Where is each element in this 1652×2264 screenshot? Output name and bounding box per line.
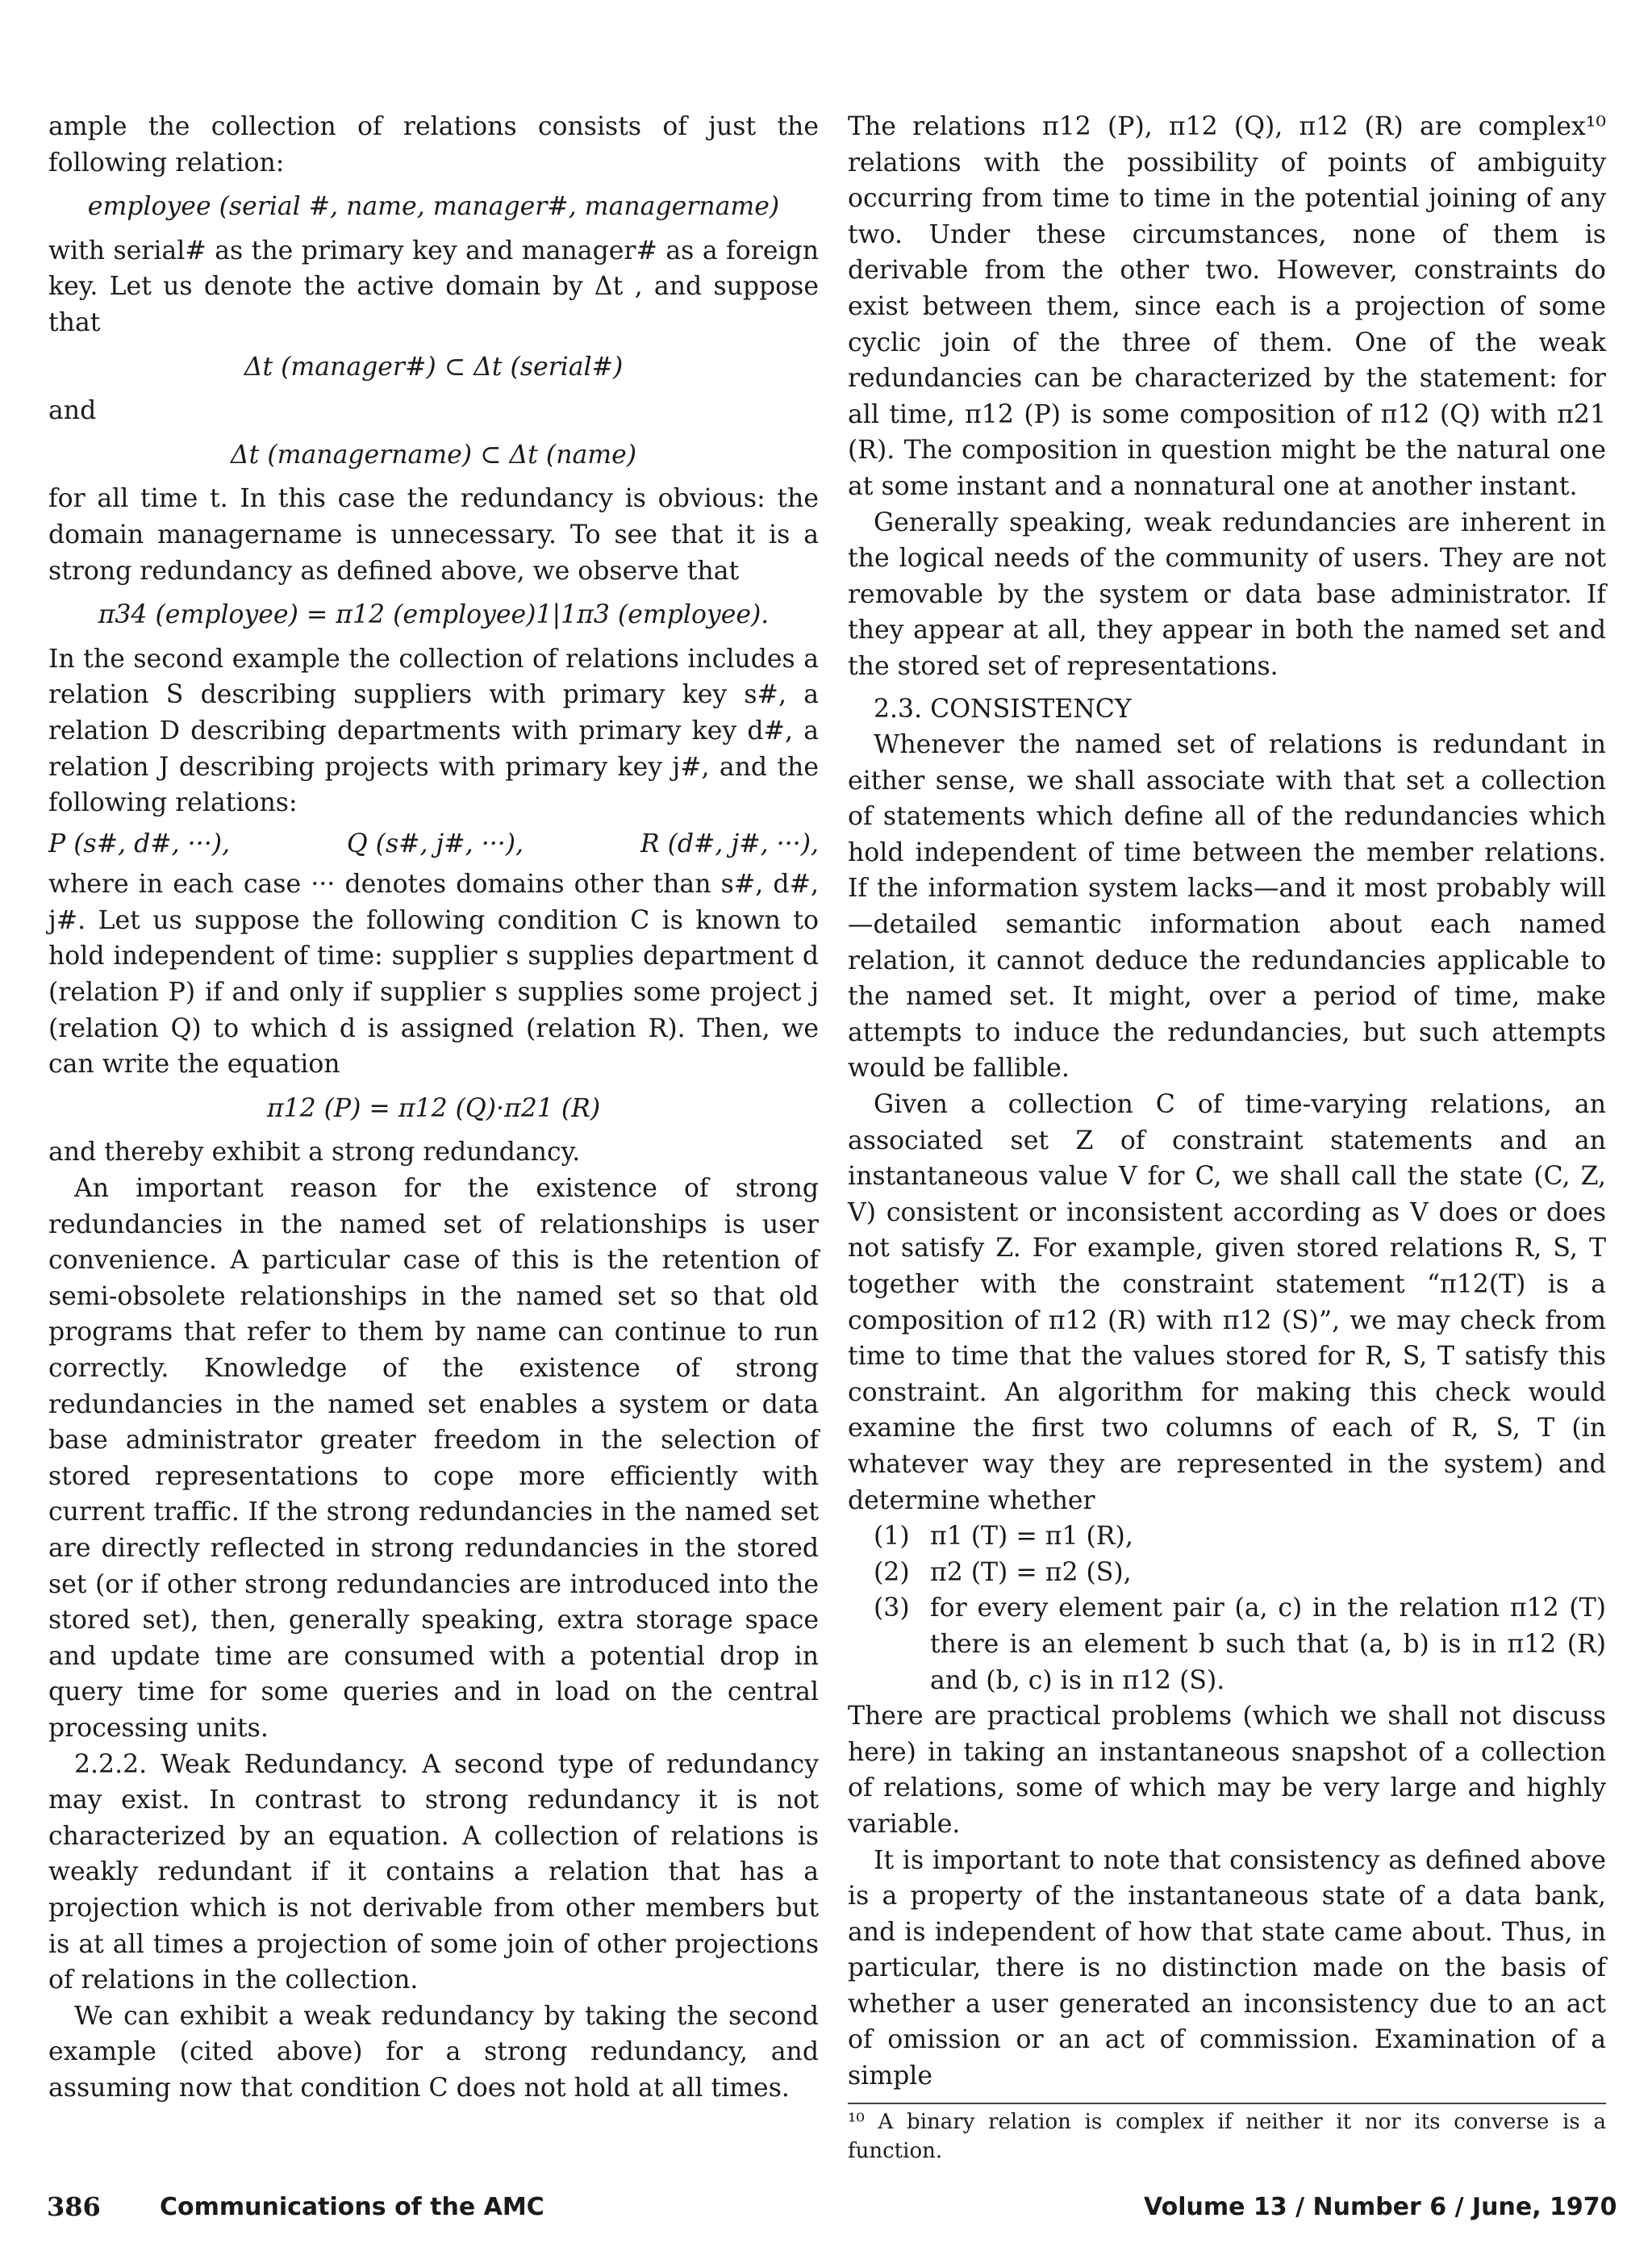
left-column — [48, 109, 819, 2106]
paragraph: and thereby exhibit a strong redundancy. — [48, 1138, 581, 1168]
paragraph: Whenever the named set of relations is redundant in either sense, we shall associate with that set a collection of statements which define all of the redundancies which hold independent of time between the member relations. If the information system lacks—and it most probably will—detailed semantic information about each named relation, it cannot deduce the redundancies applicable to the named set. It might, over a period of time, make attempts to induce the redundancies, but such attempts would be fallible. — [848, 730, 1606, 1084]
footnote: ¹⁰ A binary relation is complex if neither it nor its converse is a function. — [848, 2109, 1606, 2163]
paragraph: for all time t. In this case the redundancy is obvious: the domain managername is unnecessary. To see that it is a strong redundancy as defined above, we observe that — [48, 484, 819, 586]
relation-item: Q (s#, j#, ···), — [346, 829, 524, 858]
footnote-divider — [848, 2103, 1606, 2104]
equation: π34 (employee) = π12 (employee)1|1π3 (employee). — [98, 600, 770, 630]
section-heading: 2.3. CONSISTENCY — [874, 694, 1132, 724]
relation-list — [48, 826, 819, 863]
numbered-condition — [874, 1590, 1606, 1698]
condition-text: π2 (T) = π2 (S), — [930, 1557, 1132, 1587]
page-number: 386 — [47, 2191, 101, 2222]
paragraph: There are practical problems (which we shall not discuss here) in taking an instantaneous snapshot of a collection of relations, some of which may be very large and highly variable. — [848, 1702, 1606, 1839]
condition-text: π1 (T) = π1 (R), — [930, 1522, 1133, 1552]
paragraph: An important reason for the existence of strong redundancies in the named set of relationships is user convenience. A particular case of this is the retention of semi-obsolete relationships in the named set so that old programs that refer to them by name can continue to run correctly. Knowledge of the existence of strong redundancies in the named set enables a system or data base administrator greater freedom in the selection of stored representations to cope more efficiently with current traffic. If the strong redundancies in the named set are directly reflected in strong redundancies in the stored set (or if other strong redundancies are introduced into the stored set), then, generally speaking, extra storage space and update time are consumed with a potential drop in query time for some queries and in load on the central processing units. — [48, 1174, 819, 1743]
relation-item: P (s#, d#, ···), — [48, 829, 231, 858]
paragraph: The relations π12 (P), π12 (Q), π12 (R) are complex¹⁰ relations with the possibility of points of ambiguity occurring from time to time in the potential joining of any two. Under these circumstances, none of them is derivable from the other two. However, constraints do exist between them, since each is a projection of some cyclic join of the three of them. One of the weak redundancies can be characterized by the statement: for all time, π12 (P) is some composition of π12 (Q) with π21 (R). The composition in question might be the natural one at some instant and a nonnatural one at another instant. — [848, 112, 1606, 501]
paragraph: where in each case ··· denotes domains other than s#, d#, j#. Let us suppose the following condition C is known to hold independent of time: supplier s supplies department d (relation P) if and only if supplier s supplies some project j (relation Q) to which d is assigned (relation R). Then, we can write the equation — [48, 870, 819, 1080]
journal-name: Communications of the AMC — [160, 2193, 544, 2221]
paragraph: and — [48, 396, 97, 426]
condition-number: (3) — [874, 1594, 910, 1623]
paragraph: It is important to note that consistency as defined above is a property of the instantaneous state of a data bank, and is independent of how that state came about. Thus, in particular, there is no distinction made on the basis of whether a user generated an inconsistency due to an act of omission or an act of commission. Examination of a simple — [848, 1845, 1606, 2091]
paragraph: In the second example the collection of relations includes a relation S describing suppliers with primary key s#, a relation D describing departments with primary key d#, a relation J describing projects with primary key j#, and the following relations: — [48, 644, 819, 818]
numbered-condition — [874, 1518, 1606, 1555]
equation: employee (serial #, name, manager#, managername) — [87, 192, 780, 222]
equation: Δt (managername) ⊂ Δt (name) — [230, 440, 637, 470]
volume-info: Volume 13 / Number 6 / June, 1970 — [1144, 2193, 1617, 2221]
condition-number: (2) — [874, 1557, 910, 1587]
relation-item: R (d#, j#, ···), — [640, 829, 819, 858]
numbered-condition — [874, 1555, 1606, 1591]
equation: Δt (manager#) ⊂ Δt (serial#) — [244, 352, 624, 382]
condition-number: (1) — [874, 1522, 910, 1552]
paragraph: Generally speaking, weak redundancies are inherent in the logical needs of the community of users. They are not removable by the system or data base administrator. If they appear at all, they appear in both the named set and the stored set of representations. — [848, 508, 1606, 681]
paragraph: 2.2.2. Weak Redundancy. A second type of redundancy may exist. In contrast to strong redundancy it is not characterized by an equation. A collection of relations is weakly redundant if it contains a relation that has a projection which is not derivable from other members but is at all times a projection of some join of other projections of relations in the collection. — [48, 1749, 819, 1995]
condition-text: for every element pair (a, c) in the relation π12 (T) there is an element b such that (a, b) is in π12 (R) and (b, c) is in π12 (S). — [930, 1594, 1606, 1695]
paragraph: with serial# as the primary key and manager# as a foreign key. Let us denote the active domain by Δt , and suppose that — [48, 236, 819, 337]
paragraph: ample the collection of relations consists of just the following relation: — [48, 112, 819, 178]
equation: π12 (P) = π12 (Q)·π21 (R) — [266, 1093, 601, 1123]
right-column — [848, 109, 1606, 2166]
paragraph: We can exhibit a weak redundancy by taking the second example (cited above) for a strong redundancy, and assuming now that condition C does not hold at all times. — [48, 2001, 819, 2103]
paragraph: Given a collection C of time-varying relations, an associated set Z of constraint statements and an instantaneous value V for C, we shall call the state (C, Z, V) consistent or inconsistent according as V does or does not satisfy Z. For example, given stored relations R, S, T together with the constraint statement “π12(T) is a composition of π12 (R) with π12 (S)”, we may check from time to time that the values stored for R, S, T satisfy this constraint. An algorithm for making this check would examine the first two columns of each of R, S, T (in whatever way they are represented in the system) and determine whether — [848, 1090, 1606, 1515]
